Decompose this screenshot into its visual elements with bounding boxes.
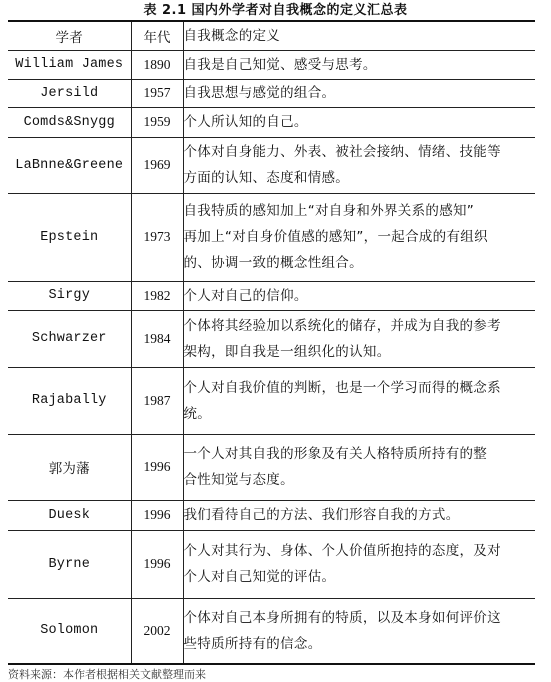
table-row <box>8 500 535 530</box>
definition-cell <box>183 137 535 193</box>
definition-line: 的、协调一致的概念性组合。 <box>183 255 363 271</box>
definition-cell <box>183 367 535 434</box>
scholar-cell: Jersild <box>40 85 99 101</box>
scholar-cell: Solomon <box>40 623 99 639</box>
definition-cell <box>183 434 535 500</box>
table-row <box>8 281 535 310</box>
scholar-cell: LaBnne&Greene <box>15 157 124 173</box>
definition-line: 个人对其行为、身体、个人价值所抱持的态度，及对 <box>183 543 501 559</box>
year-cell: 2002 <box>131 598 183 664</box>
table-row <box>8 79 535 107</box>
table-row <box>8 434 535 500</box>
source-footnote: 资料来源：本作者根据相关文献整理而来 <box>8 668 206 681</box>
scholar-cell: Comds&Snygg <box>23 114 115 130</box>
scholar-cell: Duesk <box>48 507 90 523</box>
self-concept-definitions-table <box>8 20 535 665</box>
definition-line: 自我思想与感觉的组合。 <box>183 85 336 101</box>
header-definition: 自我概念的定义 <box>183 21 535 50</box>
scholar-cell: Sirgy <box>48 288 90 303</box>
table-row <box>8 107 535 137</box>
definition-line: 自我特质的感知加上“对自身和外界关系的感知” <box>183 203 475 219</box>
header-scholar: 学者 <box>55 29 83 46</box>
definition-cell <box>183 193 535 281</box>
year-cell: 1890 <box>131 50 183 79</box>
table-row <box>8 367 535 434</box>
definition-cell <box>183 79 535 107</box>
year-cell: 1996 <box>131 530 183 598</box>
definition-line: 统。 <box>183 405 212 422</box>
year-cell: 1996 <box>131 434 183 500</box>
year-cell: 1957 <box>131 79 183 107</box>
year-cell: 1996 <box>131 500 183 530</box>
definition-line: 个人对自己知觉的评估。 <box>183 569 336 585</box>
definition-cell <box>183 50 535 79</box>
header-year: 年代 <box>131 21 183 50</box>
year-cell: 1959 <box>131 107 183 137</box>
definition-line: 我们看待自己的方法、我们形容自我的方式。 <box>183 507 460 523</box>
definition-line: 个体对自己本身所拥有的特质，以及本身如何评价这 <box>183 609 501 626</box>
year-cell: 1973 <box>131 193 183 281</box>
definition-line: 个人对自己的信仰。 <box>183 287 308 304</box>
definition-line: 一个人对其自我的形象及有关人格特质所持有的整 <box>183 446 488 462</box>
definition-line: 个体对自身能力、外表、被社会接纳、情绪、技能等 <box>183 144 501 160</box>
definition-line: 再加上“对自身价值感的感知”，一起合成的有组织 <box>183 229 488 245</box>
year-cell: 1984 <box>131 310 183 367</box>
table-row <box>8 193 535 281</box>
table-row <box>8 530 535 598</box>
scholar-cell: Schwarzer <box>31 331 107 346</box>
table-header-row <box>8 21 535 50</box>
definition-line: 自我是自己知觉、感受与思考。 <box>183 56 377 73</box>
scholar-cell: William James <box>15 57 124 72</box>
scholar-cell: 郭为藩 <box>48 462 90 478</box>
definition-line: 个人所认知的自己。 <box>183 114 308 130</box>
year-cell: 1982 <box>131 281 183 310</box>
definition-line: 些特质所持有的信念。 <box>183 635 322 652</box>
scholar-cell: Rajabally <box>31 393 107 408</box>
definition-cell <box>183 281 535 310</box>
definition-cell <box>183 310 535 367</box>
table-row <box>8 50 535 79</box>
table-caption: 表 2.1 国内外学者对自我概念的定义汇总表 <box>143 3 408 18</box>
definition-line: 个人对自我价值的判断，也是一个学习而得的概念系 <box>183 379 501 396</box>
definition-cell <box>183 598 535 664</box>
scholar-cell: Epstein <box>40 229 99 245</box>
definition-cell <box>183 530 535 598</box>
definition-line: 架构，即自我是一组织化的认知。 <box>183 343 391 360</box>
definition-line: 合性知觉与态度。 <box>183 472 294 488</box>
scholar-cell: Byrne <box>48 556 90 572</box>
table-row <box>8 137 535 193</box>
year-cell: 1987 <box>131 367 183 434</box>
definition-cell <box>183 500 535 530</box>
definition-line: 方面的认知、态度和情感。 <box>183 170 350 186</box>
definition-cell <box>183 107 535 137</box>
table-row <box>8 310 535 367</box>
year-cell: 1969 <box>131 137 183 193</box>
table-row <box>8 598 535 664</box>
definition-line: 个体将其经验加以系统化的储存，并成为自我的参考 <box>183 317 501 334</box>
